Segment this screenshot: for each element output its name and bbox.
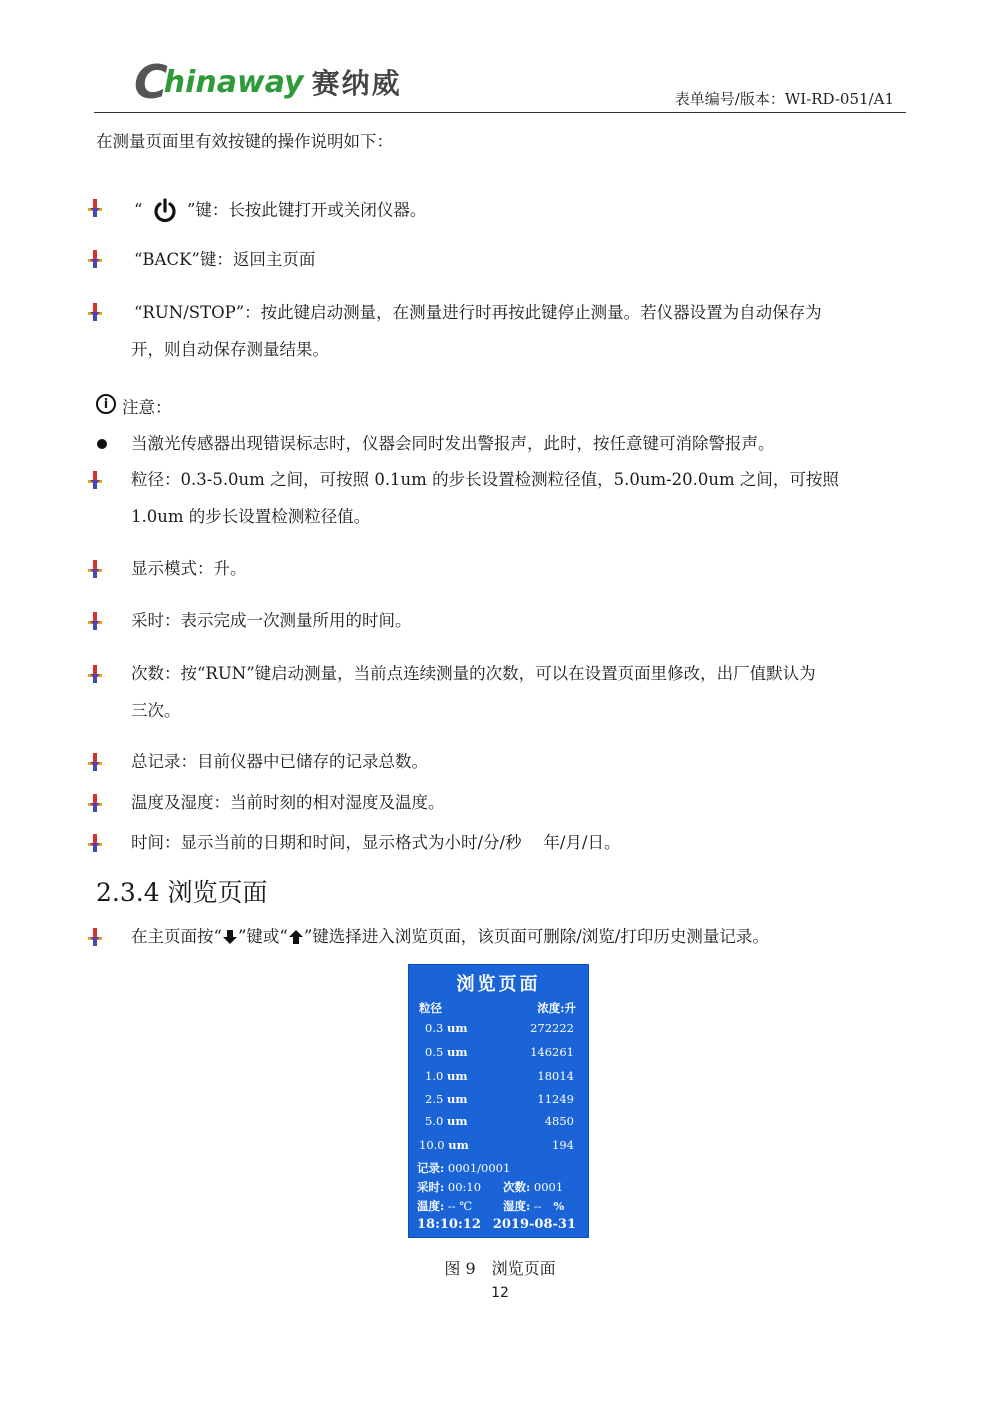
page-number: 12	[491, 1285, 509, 1301]
key-back-line: “BACK”键：返回主页面	[134, 250, 316, 269]
section-title: 2.3.4 浏览页面	[96, 878, 268, 907]
humidity-line	[503, 1198, 564, 1214]
size-value: 0.5	[425, 1045, 444, 1059]
humidity-label: 湿度:	[503, 1199, 531, 1213]
count-label: 次数:	[503, 1180, 531, 1194]
note-particle-size-2: 1.0um 的步长设置检测粒径值。	[131, 507, 371, 526]
figure-caption: 图 9 浏览页面	[444, 1259, 556, 1278]
power-icon	[152, 198, 178, 224]
size-value: 0.3	[425, 1021, 444, 1035]
bullet-arrow-icon	[88, 612, 102, 630]
sample-time-line	[417, 1179, 481, 1195]
note-total-records: 总记录：目前仪器中已储存的记录总数。	[131, 752, 428, 771]
temp-value: --	[447, 1199, 456, 1213]
size-value: 1.0	[425, 1069, 444, 1083]
count-value: 0001	[533, 1180, 564, 1194]
sample-value: 00:10	[447, 1180, 482, 1194]
bullet-arrow-icon	[88, 471, 102, 489]
size-unit: um	[446, 1021, 468, 1035]
info-icon: i	[96, 394, 116, 414]
size-unit: um	[446, 1069, 468, 1083]
bullet-arrow-icon	[88, 560, 102, 578]
size-value: 2.5	[425, 1092, 444, 1106]
arrow-up-icon	[288, 929, 304, 945]
logo-c-glyph: C	[134, 55, 168, 109]
row-size	[419, 1138, 469, 1152]
temperature-line	[417, 1198, 472, 1214]
header-divider	[94, 112, 906, 113]
row-value: 194	[552, 1138, 574, 1152]
bullet-arrow-icon	[88, 834, 102, 852]
key-power-desc: ”键：长按此键打开或关闭仪器。	[186, 200, 427, 220]
browse-instruction	[131, 926, 769, 948]
note-temp-humidity: 温度及湿度：当前时刻的相对湿度及温度。	[131, 793, 445, 812]
row-size	[425, 1069, 467, 1083]
key-runstop-line: “RUN/STOP”：按此键启动测量，在测量进行时再按此键停止测量。若仪器设置为自动保存为	[134, 303, 822, 322]
sample-label: 采时:	[417, 1180, 445, 1194]
temp-label: 温度:	[417, 1199, 445, 1213]
key-power-line	[134, 198, 426, 224]
humidity-unit: %	[553, 1199, 565, 1213]
key-runstop-line-2: 开，则自动保存测量结果。	[131, 340, 329, 359]
bullet-arrow-icon	[88, 199, 102, 217]
bullet-arrow-icon	[88, 794, 102, 812]
note-label: 注意：	[122, 398, 172, 417]
row-size	[425, 1114, 467, 1128]
note-particle-size: 粒径：0.3-5.0um 之间，可按照 0.1um 的步长设置检测粒径值，5.0um-20.0um 之间，可按照	[131, 470, 839, 489]
temp-unit: ℃	[459, 1199, 473, 1213]
size-unit: um	[446, 1045, 468, 1059]
row-size	[425, 1045, 467, 1059]
row-value: 18014	[537, 1069, 574, 1083]
clock-time: 18:10:12	[417, 1217, 481, 1232]
browse-text-b: ”键或“	[237, 927, 288, 946]
bullet-arrow-icon	[88, 303, 102, 321]
size-unit: um	[448, 1138, 469, 1152]
size-value: 5.0	[425, 1114, 444, 1128]
humidity-value: --	[533, 1199, 542, 1213]
company-logo	[134, 55, 402, 109]
count-line	[503, 1179, 563, 1195]
bullet-arrow-icon	[88, 665, 102, 683]
note-time-format: 时间：显示当前的日期和时间，显示格式为小时/分/秒 年/月/日。	[131, 833, 621, 852]
bullet-arrow-icon	[88, 928, 102, 946]
row-value: 146261	[530, 1045, 574, 1059]
note-laser: 当激光传感器出现错误标志时，仪器会同时发出警报声，此时，按任意键可消除警报声。	[131, 434, 775, 453]
form-number: 表单编号/版本：WI-RD-051/A1	[674, 90, 894, 108]
row-value: 4850	[544, 1114, 574, 1128]
browse-page-screen	[408, 964, 589, 1238]
column-header-size: 粒径	[419, 1001, 442, 1015]
intro-text: 在测量页面里有效按键的操作说明如下：	[96, 132, 393, 151]
logo-wordmark: hinaway	[163, 64, 304, 100]
bullet-arrow-icon	[88, 753, 102, 771]
arrow-down-icon	[222, 929, 238, 945]
row-value: 272222	[530, 1021, 574, 1035]
record-line	[417, 1160, 510, 1176]
row-size	[425, 1092, 467, 1106]
size-unit: um	[446, 1114, 468, 1128]
browse-text-a: 在主页面按“	[131, 927, 222, 946]
clock-date: 2019-08-31	[492, 1217, 576, 1232]
note-display-mode: 显示模式：升。	[131, 559, 247, 578]
logo-chinese-name: 赛纳威	[311, 67, 402, 100]
note-count-2: 三次。	[131, 701, 181, 720]
bullet-dot-icon	[97, 439, 107, 449]
quote-open: “	[134, 200, 143, 220]
note-sample-time: 采时：表示完成一次测量所用的时间。	[131, 611, 412, 630]
row-value: 11249	[537, 1092, 574, 1106]
column-header-concentration: 浓度:升	[537, 1001, 576, 1015]
browse-text-c: ”键选择进入浏览页面，该页面可删除/浏览/打印历史测量记录。	[303, 927, 769, 946]
bullet-arrow-icon	[88, 250, 102, 268]
note-count: 次数：按“RUN”键启动测量，当前点连续测量的次数，可以在设置页面里修改，出厂值默认为	[131, 664, 816, 683]
size-unit: um	[446, 1092, 468, 1106]
record-value: 0001/0001	[447, 1161, 511, 1175]
record-label: 记录:	[417, 1161, 445, 1175]
screen-title: 浏览页面	[456, 974, 541, 995]
row-size	[425, 1021, 467, 1035]
size-value: 10.0	[419, 1138, 445, 1152]
